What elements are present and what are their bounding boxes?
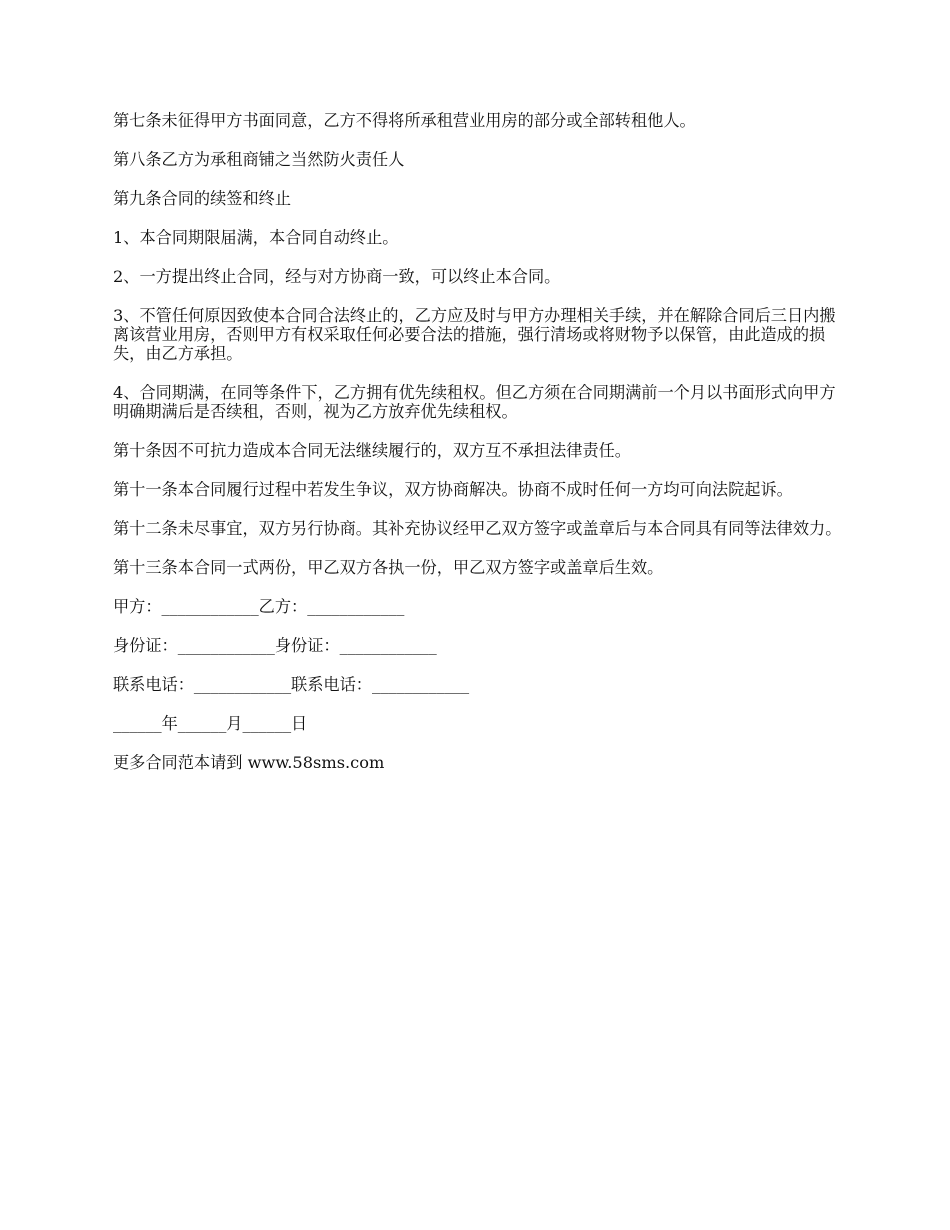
id-card-line: 身份证：____________身份证：____________ bbox=[113, 636, 437, 655]
article-9-item-1: 1、本合同期限届满，本合同自动终止。 bbox=[113, 228, 399, 247]
article-13: 第十三条本合同一式两份，甲乙双方各执一份，甲乙双方签字或盖章后生效。 bbox=[113, 558, 664, 577]
contract-page bbox=[113, 111, 843, 792]
article-7: 第七条未征得甲方书面同意，乙方不得将所承租营业用房的部分或全部转租他人。 bbox=[113, 111, 696, 130]
article-9-item-2: 2、一方提出终止合同，经与对方协商一致，可以终止本合同。 bbox=[113, 267, 561, 286]
date-line: ______年______月______日 bbox=[113, 714, 308, 733]
article-9-item-3: 3、不管任何原因致使本合同合法终止的，乙方应及时与甲方办理相关手续，并在解除合同后三日内搬离该营业用房，否则甲方有权采取任何必要合法的措施，强行清场或将财物予以保管，由此造成的损失，由乙方承担。 bbox=[113, 306, 836, 363]
article-12: 第十二条未尽事宜，双方另行协商。其补充协议经甲乙双方签字或盖章后与本合同具有同等法律效力。 bbox=[113, 519, 842, 538]
article-11: 第十一条本合同履行过程中若发生争议，双方协商解决。协商不成时任何一方均可向法院起诉。 bbox=[113, 480, 793, 499]
footer-more-link-text: 更多合同范本请到 www.58sms.com bbox=[113, 753, 385, 772]
article-10: 第十条因不可抗力造成本合同无法继续履行的，双方互不承担法律责任。 bbox=[113, 441, 631, 460]
party-signature-line: 甲方：____________乙方：____________ bbox=[113, 597, 405, 616]
article-9-item-4: 4、合同期满，在同等条件下，乙方拥有优先续租权。但乙方须在合同期满前一个月以书面形式向甲方明确期满后是否续租，否则，视为乙方放弃优先续租权。 bbox=[113, 383, 836, 421]
article-8: 第八条乙方为承租商铺之当然防火责任人 bbox=[113, 150, 405, 169]
phone-line: 联系电话：____________联系电话：____________ bbox=[113, 675, 470, 694]
article-9-heading: 第九条合同的续签和终止 bbox=[113, 189, 292, 208]
